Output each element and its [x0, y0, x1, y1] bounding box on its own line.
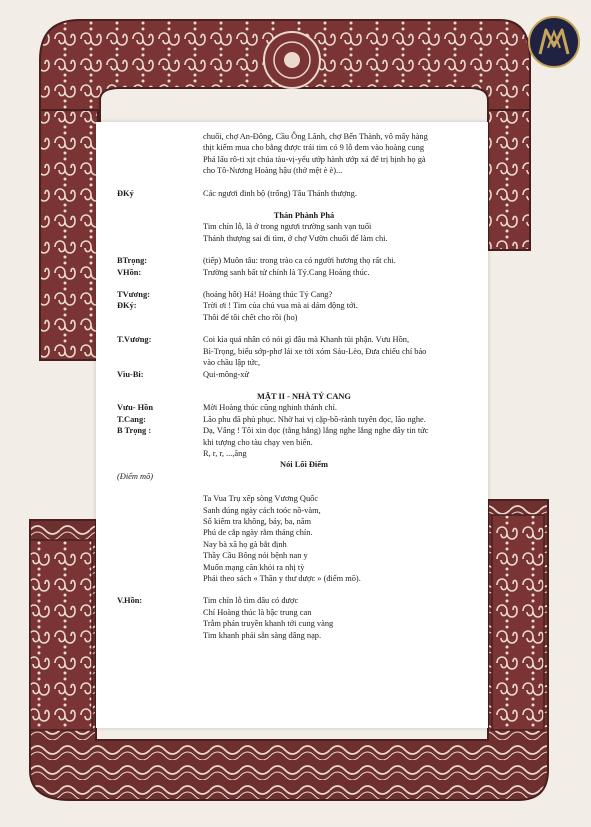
text-line: vào chầu lập tức,	[203, 358, 261, 368]
text-line: thịt kiếm mua cho bằng được trái tim có 9 lỗ đem vào hoàng cung	[203, 143, 425, 153]
text-line: Phá lấu rô-ti xịt chúa tàu-vị-yểu ướp hành ướp xả để trị bịnh họ gà	[203, 154, 426, 164]
verse-line: Số kiếm tra không, bảy, ba, năm	[203, 516, 312, 526]
text-line: Bì-Trọng, biểu sớp-phơ lái xe tới xóm Sáu-Lèo, Đưa chiếu chỉ báo	[203, 346, 427, 356]
verse-line: Trẫm phán truyền khanh tới cung vàng	[203, 619, 334, 629]
dialogue-text: Mời Hoàng thúc cũng nghinh thánh chỉ.	[203, 403, 337, 413]
dialogue-row	[117, 369, 479, 380]
verse-line: Phải theo sách « Thần y thư dược » (điểm mõ).	[203, 574, 361, 583]
dialogue-text: Trường sanh bất tử chính là Tỷ.Cang Hoàng thúc.	[203, 267, 370, 277]
dialogue-text: (tiếp) Muôn tâu: trong trào ca có người hương thọ rất chi.	[203, 256, 396, 266]
text-line: Dạ, Vâng ! Tôi xin đọc (tằng hắng) lắng nghe lắng nghe đây tin tức	[203, 426, 429, 436]
text-line: R, r, r, ...,ăng	[203, 448, 247, 458]
dialogue-row	[117, 595, 479, 641]
dialogue-text	[203, 595, 479, 641]
script-content	[117, 131, 479, 641]
dialogue-row	[117, 402, 479, 413]
speaker-name: T.Cang:	[117, 414, 146, 424]
verse-line: Phú de cắp ngày rằm tháng chín.	[203, 528, 313, 538]
dialogue-row	[117, 334, 479, 368]
scene-heading: MẶT II - NHÀ TỶ CANG	[257, 391, 351, 401]
dialogue-text	[203, 334, 479, 368]
verse-block	[117, 493, 479, 584]
dialogue-row	[117, 267, 479, 278]
speaker-name: V.Hồn:	[117, 596, 143, 606]
intro-paragraph	[117, 131, 479, 177]
song-heading: Nói Lối Điểm	[280, 460, 328, 470]
dialogue-continuation: Thôi để tôi chết cho rồi (ho)	[203, 312, 298, 322]
verse-line: Chỉ Hoàng thúc là bậc trung can	[203, 607, 312, 617]
speaker-name: TVương:	[117, 290, 150, 300]
song-lines	[117, 221, 479, 244]
verse-line: Ta Vua Trụ xếp sòng Vương Quốc	[203, 494, 319, 504]
dialogue-text: Lão phu đã phủ phục. Nhờ hai vị cặp-bồ-rành tuyên đọc, lão nghe.	[203, 414, 426, 424]
monogram-icon	[530, 18, 578, 66]
dialogue-row	[117, 188, 479, 199]
dialogue-text	[203, 425, 479, 459]
speaker-name: ĐKý	[117, 188, 134, 198]
verse-line: Nay bà xã họ gà bắt định	[203, 539, 287, 549]
speaker-name: Vưu- Hồn	[117, 403, 153, 413]
dialogue-row	[117, 255, 479, 266]
dialogue-text: (hoảng hốt) Hả! Hoàng thúc Tỷ Cang?	[203, 290, 333, 300]
speaker-name: B Trọng :	[117, 426, 152, 436]
dialogue-text: Trời ơi ! Tim của chú vua mà ai dám động tới.	[203, 301, 358, 311]
dialogue-text: Các ngươi đinh bộ (trống) Tâu Thánh thượng.	[203, 188, 357, 198]
dialogue-row	[117, 425, 479, 459]
stage-direction: (Điểm mõ)	[117, 471, 154, 481]
text-line: khi tượng cho tàu chạy ven biển.	[203, 437, 313, 447]
text-line: Coi kìa quả nhân có nói gì đâu mà Khanh tủi phận. Vưu Hồn,	[203, 335, 410, 345]
verse-line: Tim khanh phải sẵn sàng dâng nạp.	[203, 630, 322, 640]
speaker-name: VHồn:	[117, 267, 142, 277]
speaker-name: BTrọng:	[117, 256, 148, 266]
dialogue-row	[117, 414, 479, 425]
dialogue-row	[117, 300, 479, 311]
verse-line: Thầy Cầu Bông nói bệnh nan y	[203, 551, 308, 561]
dialogue-text: Qui-mông-xử	[203, 369, 249, 379]
text-line: Thánh thượng sai đi tìm, ở chợ Vườn chuối để làm chi.	[203, 233, 388, 243]
verse-line: Sanh đúng ngày cách toóc nồ-vàm,	[203, 505, 321, 515]
text-line: cho Tô-Nương Hoàng hậu (thở mệt è è)...	[203, 166, 343, 176]
song-heading: Thán Phành Phá	[273, 211, 335, 221]
verse-line: Tim chín lỗ tìm đâu có được	[203, 596, 299, 606]
brand-logo	[528, 16, 580, 68]
text-line: Tim chín lỗ, là ở trong ngươi trường sanh vạn tuổi	[203, 222, 372, 232]
text-line: chuối, chợ An-Đông, Cầu Ông Lãnh, chợ Bến Thành, vô mấy hàng	[203, 132, 428, 141]
speaker-name: T.Vương:	[117, 335, 152, 345]
verse-line: Muốn mạng căn khỏi ra nhị tỳ	[203, 562, 305, 572]
speaker-name: Vìu-Bi:	[117, 369, 144, 379]
speaker-name: ĐKý:	[117, 301, 137, 311]
dialogue-row	[117, 289, 479, 300]
